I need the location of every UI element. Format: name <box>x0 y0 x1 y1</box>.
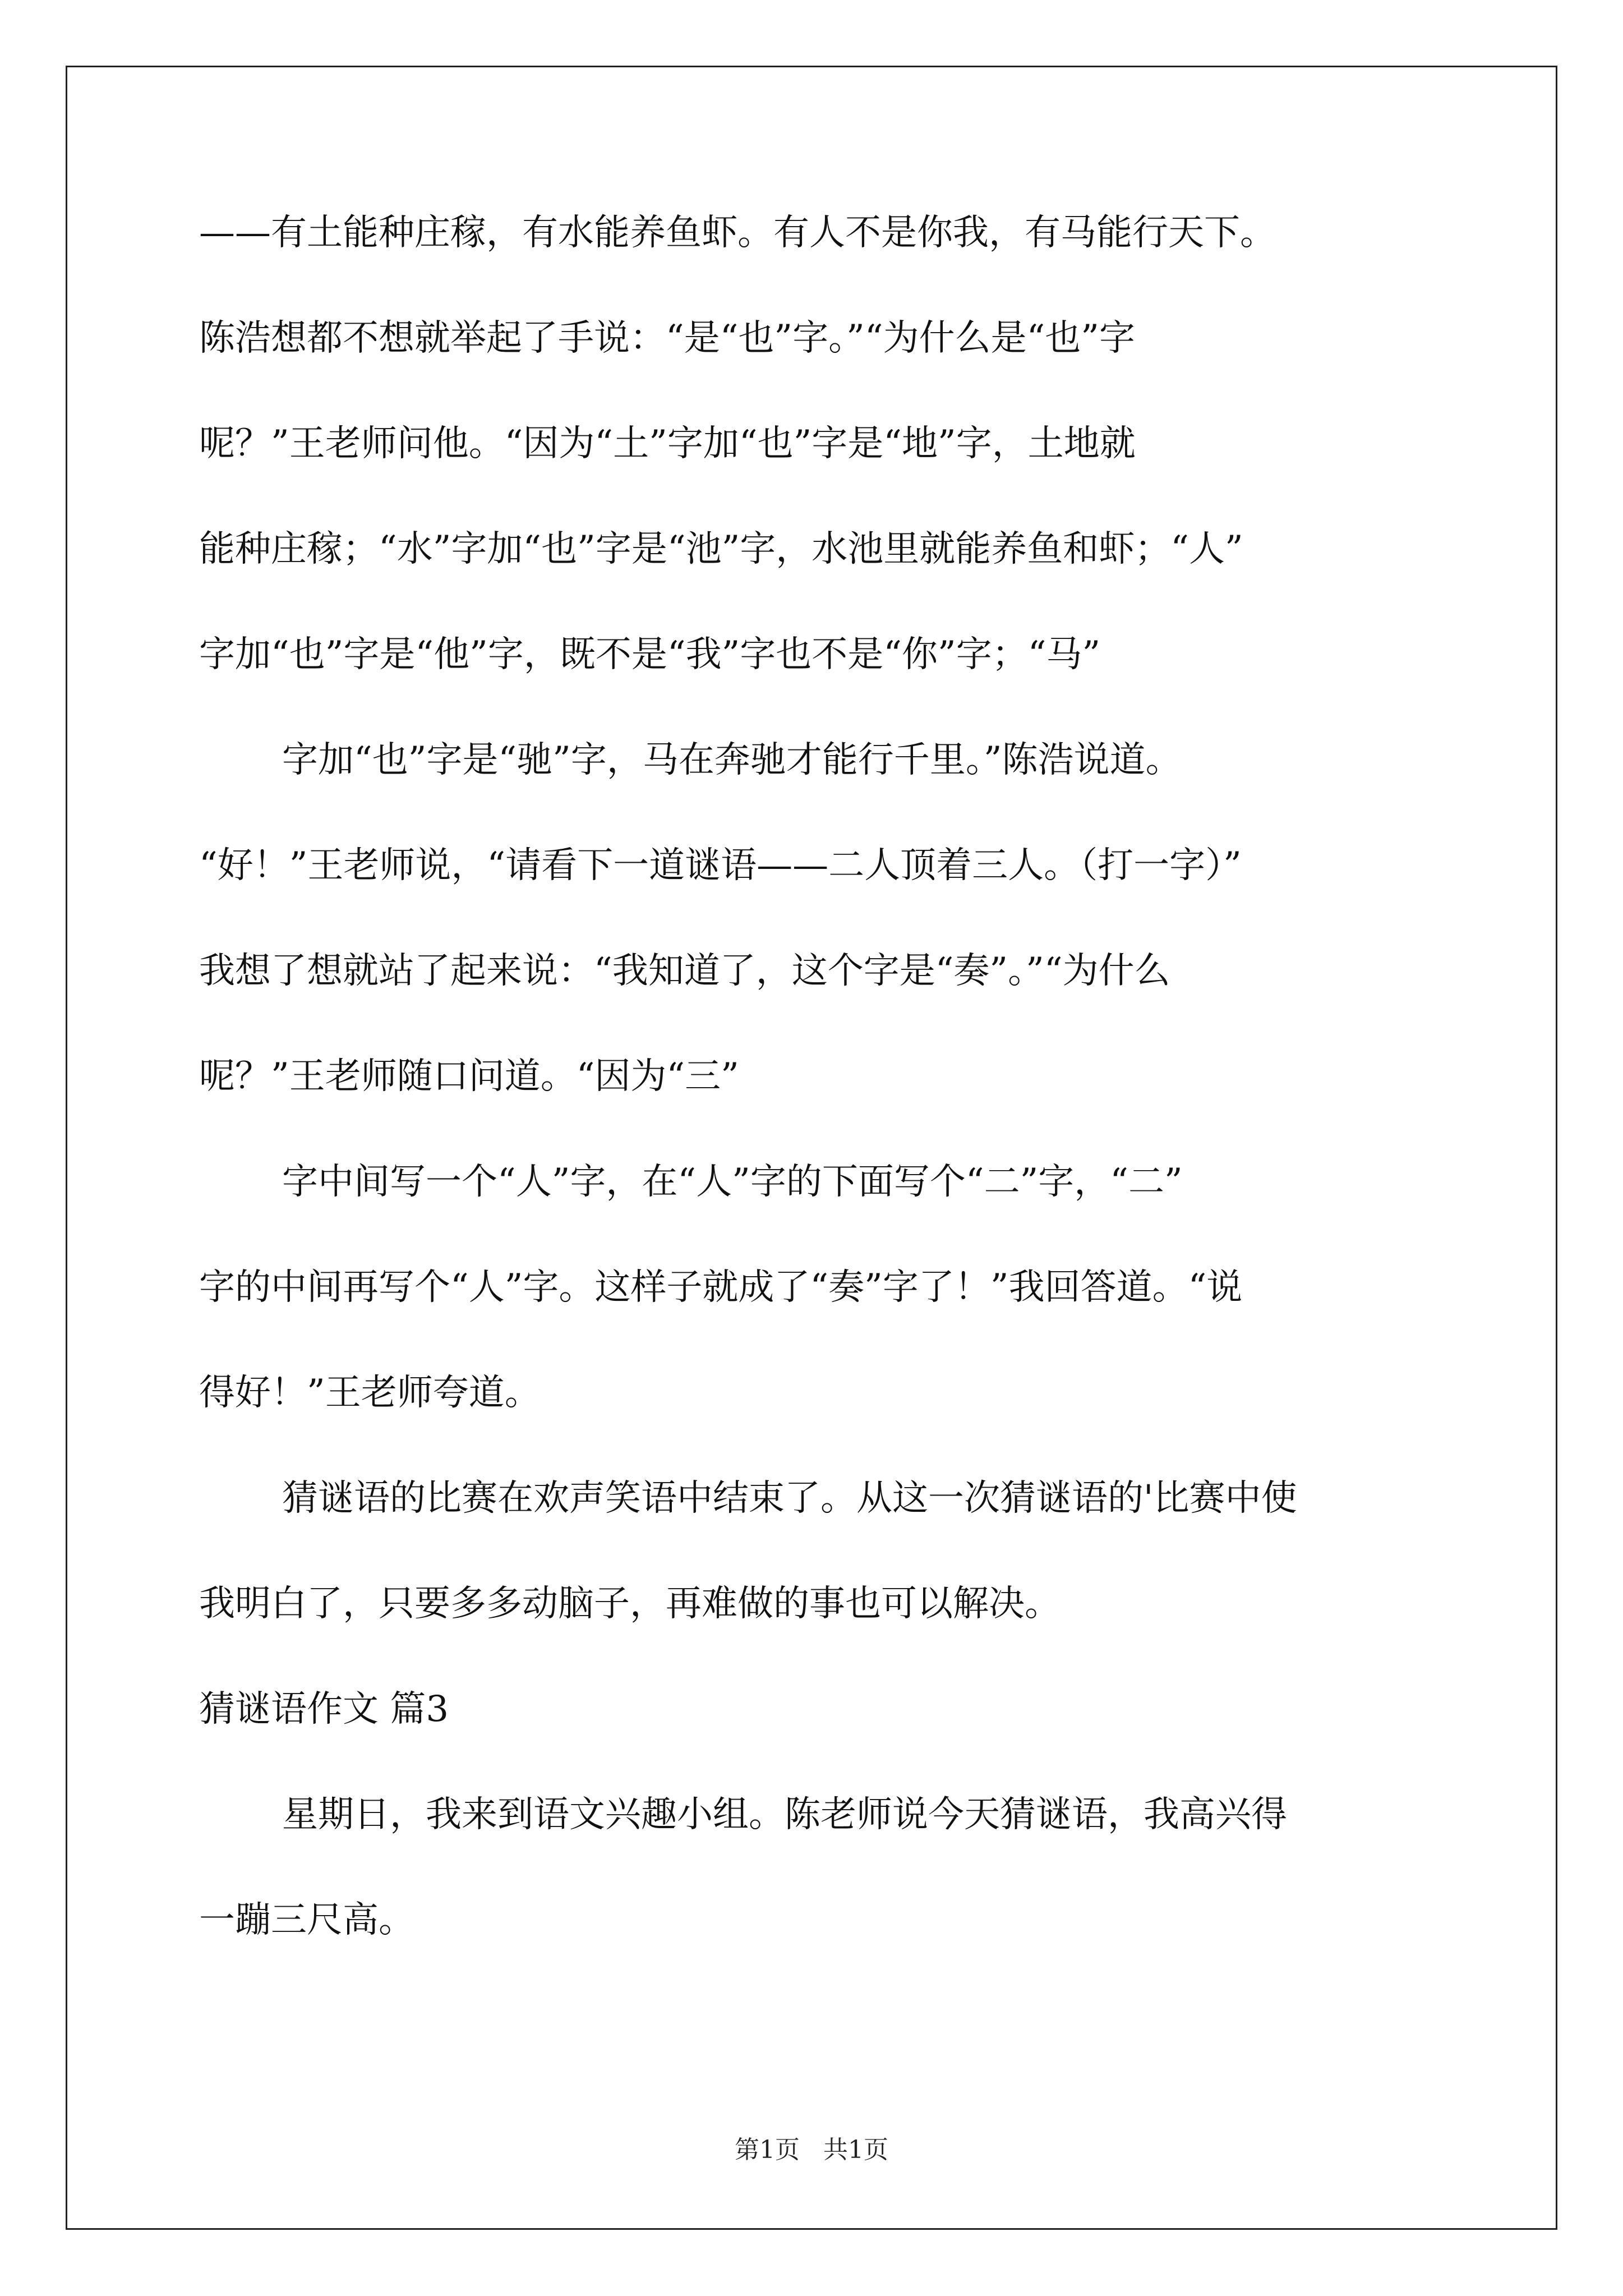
document-body <box>199 213 1438 2006</box>
section-heading: 猜谜语作文 篇3 <box>199 1688 449 1730</box>
text-line-1: ——有土能种庄稼，有水能养鱼虾。有人不是你我，有马能行天下。 <box>199 212 1276 254</box>
text-line-17: 一蹦三尺高。 <box>199 1899 414 1941</box>
text-line-5: 字加“也”字是“他”字，既不是“我”字也不是“你”字；“马” <box>199 634 1101 675</box>
text-line-12: 得好！”王老师夸道。 <box>199 1372 541 1414</box>
text-line-10: 字中间写一个“人”字，在“人”字的下面写个“二”字，“二” <box>282 1161 1183 1203</box>
text-line-14: 我明白了，只要多多动脑子，再难做的事也可以解决。 <box>199 1583 1061 1625</box>
page-footer: 第1页 共1页 <box>735 2136 888 2164</box>
text-line-11: 字的中间再写个“人”字。这样子就成了“奏”字了！”我回答道。“说 <box>199 1267 1243 1308</box>
text-line-3: 呢？”王老师问他。“因为“土”字加“也”字是“地”字，土地就 <box>199 423 1136 464</box>
text-line-2: 陈浩想都不想就举起了手说：“是“也”字。”“为什么是“也”字 <box>199 318 1136 359</box>
text-line-13: 猜谜语的比赛在欢声笑语中结束了。从这一次猜谜语的'比赛中使 <box>282 1478 1297 1519</box>
text-line-16: 星期日，我来到语文兴趣小组。陈老师说今天猜谜语，我高兴得 <box>282 1794 1287 1835</box>
text-line-8: 我想了想就站了起来说：“我知道了，这个字是“奏”。”“为什么 <box>199 950 1170 992</box>
text-line-4: 能种庄稼；“水”字加“也”字是“池”字，水池里就能养鱼和虾；“人” <box>199 528 1243 570</box>
text-line-9: 呢？”王老师随口问道。“因为“三” <box>199 1056 739 1097</box>
text-line-7: “好！”王老师说，“请看下一道谜语——二人顶着三人。（打一字）” <box>199 845 1242 886</box>
text-line-6: 字加“也”字是“驰”字，马在奔驰才能行千里。”陈浩说道。 <box>282 739 1182 781</box>
